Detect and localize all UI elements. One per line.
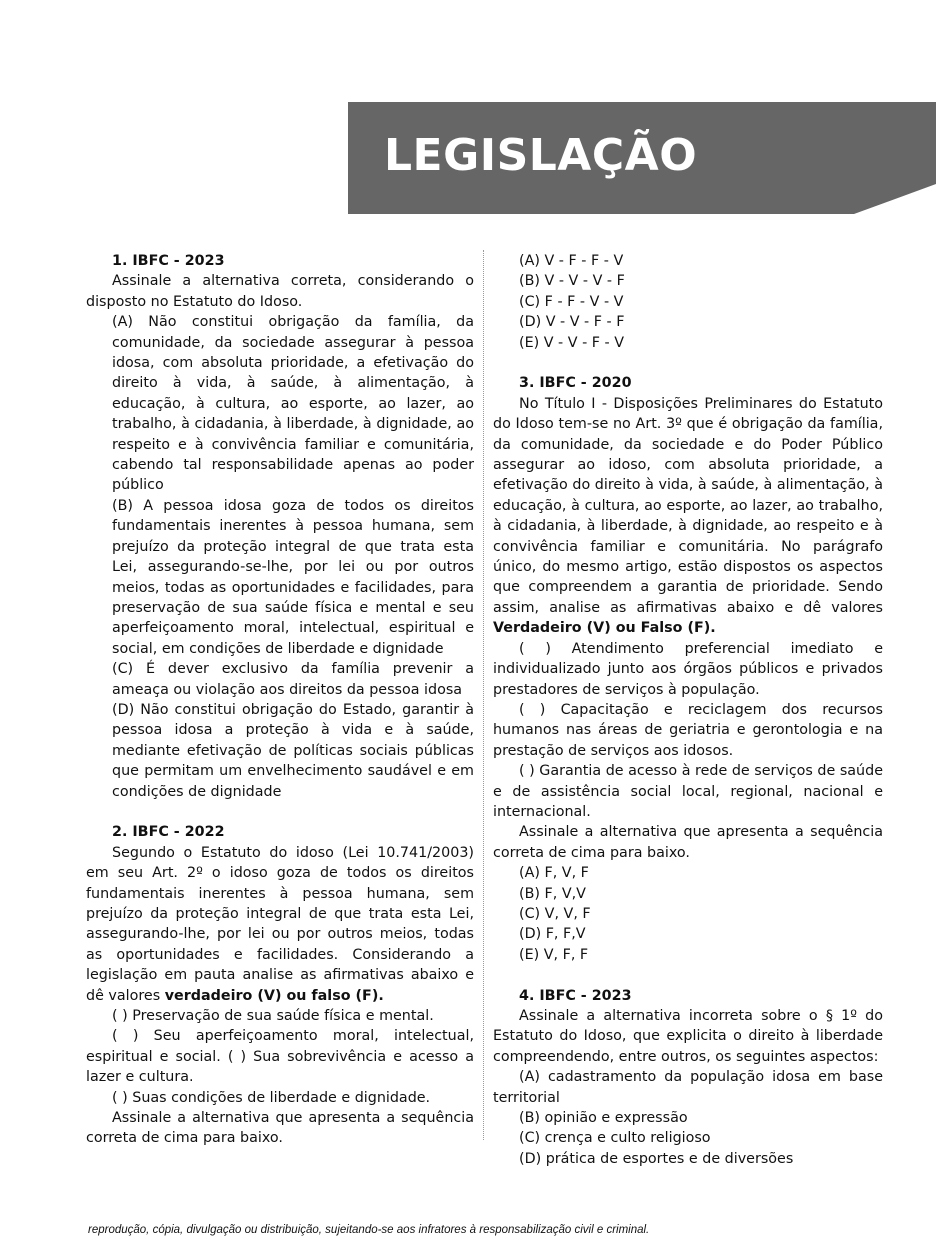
- question-2-option-c: (C) F - F - V - V: [519, 293, 624, 310]
- question-4-statement: Assinale a alternativa incorreta sobre o § 1º do Estatuto do Idoso, que explicita o direito à liberdade compreendendo, entre outros, os seguintes aspectos:: [493, 1008, 883, 1065]
- question-3-option-d: (D) F, F,V: [519, 926, 586, 943]
- question-3-item-2: ( ) Capacitação e reciclagem dos recursos humanos nas áreas de geriatria e gerontologia e na prestação de serviços aos idosos.: [493, 701, 883, 759]
- question-4-option-d: (D) prática de esportes e de diversões: [519, 1150, 794, 1167]
- question-3-statement-text: No Título I - Disposições Preliminares do Estatuto do Idoso tem-se no Art. 3º que é obrigação da família, da comunidade, da sociedade e do Poder Público assegurar ao idoso, com absoluta prioridade, a efetivação do direito à vida, à saúde, à alimentação, à educação, à cultura, ao esporte, ao lazer, ao trabalho, à cidadania, à liberdade, à dignidade, ao respeito e à convivência familiar e comunitária. No parágrafo único, do mesmo artigo, estão dispostos os aspectos que compreendem a garantia de prioridade. Sendo assim, analise as afirmativas abaixo e dê valores: [493, 395, 883, 616]
- question-4-option-a: (A) cadastramento da população idosa em base territorial: [493, 1069, 883, 1106]
- question-2-item-1: ( ) Preservação de sua saúde física e mental.: [112, 1008, 434, 1025]
- left-column: [86, 251, 474, 1149]
- question-3-item-1: ( ) Atendimento preferencial imediato e individualizado junto aos órgãos públicos e privados prestadores de serviços à população.: [493, 640, 883, 698]
- question-1-title: 1. IBFC - 2023: [112, 253, 225, 269]
- question-3-statement: [493, 394, 883, 639]
- question-2-option-e: (E) V - V - F - V: [519, 334, 625, 351]
- question-2-title: 2. IBFC - 2022: [112, 824, 225, 841]
- right-column: [493, 251, 883, 1169]
- question-3-option-c: (C) V, V, F: [519, 905, 591, 922]
- question-2-option-d: (D) V - V - F - F: [519, 314, 625, 331]
- question-4-option-b: (B) opinião e expressão: [519, 1110, 688, 1127]
- question-1-option-d: (D) Não constitui obrigação do Estado, garantir à pessoa idosa a proteção à vida e à saúde, mediante efetivação de políticas sociais públicas que permitam um envelhecimento saudável e em condições de dignidade: [112, 701, 474, 800]
- question-2-instruction: Assinale a alternativa que apresenta a sequência correta de cima para baixo.: [86, 1110, 474, 1147]
- question-2-item-2: ( ) Seu aperfeiçoamento moral, intelectual, espiritual e social. ( ) Sua sobrevivência e acesso a lazer e cultura.: [86, 1028, 474, 1086]
- question-2-option-b: (B) V - V - V - F: [519, 273, 625, 290]
- column-divider: [483, 250, 484, 1140]
- question-3-option-e: (E) V, F, F: [519, 946, 589, 963]
- question-3-option-b: (B) F, V,V: [519, 885, 586, 902]
- footer-copyright: reprodução, cópia, divulgação ou distribuição, sujeitando-se aos infratores à responsabilização civil e criminal.: [88, 1224, 650, 1236]
- question-3-instruction: Assinale a alternativa que apresenta a sequência correta de cima para baixo.: [493, 824, 883, 861]
- question-4-option-c: (C) crença e culto religioso: [519, 1130, 711, 1147]
- question-1-statement: Assinale a alternativa correta, considerando o disposto no Estatuto do Idoso.: [86, 273, 474, 310]
- question-3-option-a: (A) F, V, F: [519, 865, 589, 882]
- question-3-item-3: ( ) Garantia de acesso à rede de serviços de saúde e de assistência social local, regional, nacional e internacional.: [493, 763, 883, 820]
- question-2-item-3: ( ) Suas condições de liberdade e dignidade.: [112, 1089, 431, 1106]
- page-title: LEGISLAÇÃO: [384, 130, 698, 181]
- question-3-statement-bold: Verdadeiro (V) ou Falso (F).: [493, 620, 716, 637]
- header-banner: [348, 102, 936, 214]
- question-2-statement: [86, 843, 474, 1006]
- question-2-statement-text: Segundo o Estatuto do idoso (Lei 10.741/2003) em seu Art. 2º o idoso goza de todos os direitos fundamentais inerentes à pessoa humana, sem prejuízo da proteção integral de que trata esta Lei, assegurando-lhe, por lei ou por outros meios, todas as oportunidades e facilidades. Considerando a legislação em pauta analise as afirmativas abaixo e dê valores: [86, 844, 474, 1004]
- question-4-title: 4. IBFC - 2023: [519, 987, 632, 1004]
- question-2-statement-bold: verdadeiro (V) ou falso (F).: [164, 987, 384, 1004]
- question-2-option-a: (A) V - F - F - V: [519, 253, 624, 269]
- question-3-title: 3. IBFC - 2020: [519, 375, 632, 392]
- question-1-option-a: (A) Não constitui obrigação da família, da comunidade, da sociedade assegurar à pessoa idosa, com absoluta prioridade, a efetivação do direito à vida, à saúde, à alimentação, à educação, à cultura, ao esporte, ao lazer, ao trabalho, à cidadania, à liberdade, à dignidade, ao respeito e à convivência familiar e comunitária, cabendo tal responsabilidade apenas ao poder público: [112, 314, 474, 494]
- question-1-option-c: (C) É dever exclusivo da família prevenir a ameaça ou violação aos direitos da pessoa idosa: [112, 661, 474, 698]
- question-1-option-b: (B) A pessoa idosa goza de todos os direitos fundamentais inerentes à pessoa humana, sem prejuízo da proteção integral de que trata esta Lei, assegurando-se-lhe, por lei ou por outros meios, todas as oportunidades e facilidades, para preservação de sua saúde física e mental e seu aperfeiçoamento moral, intelectual, espiritual e social, em condições de liberdade e dignidade: [112, 497, 474, 657]
